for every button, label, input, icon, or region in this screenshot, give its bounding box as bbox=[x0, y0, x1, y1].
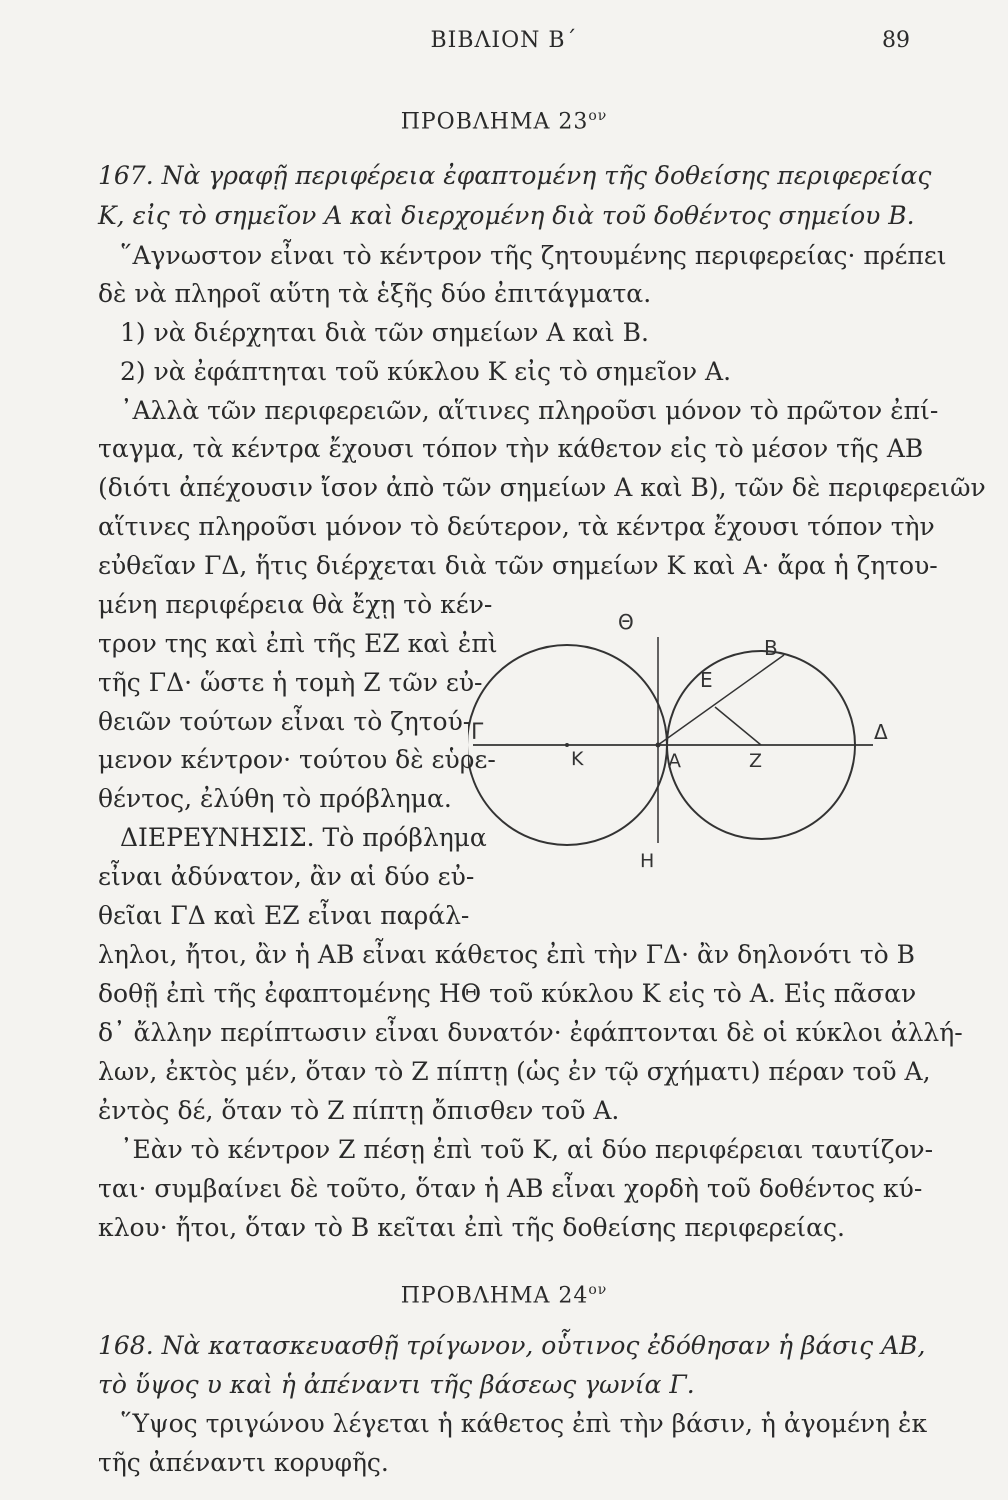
problem-23-title-suffix: ον bbox=[588, 108, 608, 124]
problem-167-statement: 167. Νὰ γραφῇ περιφέρεια ἐφαπτομένη τῆς δοθείσης περιφερείας bbox=[98, 161, 932, 190]
label-b: Β bbox=[764, 636, 778, 660]
problem-24-title-text: ΠΡΟΒΛΗΜΑ 24 bbox=[400, 1283, 589, 1309]
label-eta: Η bbox=[640, 850, 655, 872]
problem-23-title-text: ΠΡΟΒΛΗΜΑ 23 bbox=[400, 109, 589, 135]
text-line: θειῶν τούτων εἶναι τὸ ζητού- bbox=[98, 707, 472, 736]
line-e-z bbox=[715, 707, 761, 745]
text-line: ται· συμβαίνει δὲ τοῦτο, ὅταν ἡ ΑΒ εἶναι χορδὴ τοῦ δοθέντος κύ- bbox=[98, 1174, 923, 1203]
text-line: ῞Υψος τριγώνου λέγεται ἡ κάθετος ἐπὶ τὴν βάσιν, ἡ ἀγομένη ἐκ bbox=[120, 1409, 928, 1438]
text-line: τρον της καὶ ἐπὶ τῆς ΕΖ καὶ ἐπὶ bbox=[98, 629, 498, 658]
text-line: ληλοι, ἤτοι, ἂν ἡ ΑΒ εἶναι κάθετος ἐπὶ τὴν ΓΔ· ἂν δηλονότι τὸ Β bbox=[98, 940, 916, 969]
problem-167-statement: Κ, εἰς τὸ σημεῖον Α καὶ διερχομένη διὰ τοῦ δοθέντος σημείου Β. bbox=[98, 201, 915, 230]
problem-24-title bbox=[98, 1282, 910, 1308]
chord-ab bbox=[658, 655, 784, 745]
label-delta: Δ bbox=[874, 720, 888, 744]
text-line: θεῖαι ΓΔ καὶ ΕΖ εἶναι παράλ- bbox=[98, 901, 470, 930]
page-number: 89 bbox=[882, 28, 910, 53]
label-theta: Θ bbox=[618, 610, 634, 634]
text-line: δοθῇ ἐπὶ τῆς ἐφαπτομένης ΗΘ τοῦ κύκλου Κ εἰς τὸ Α. Εἰς πᾶσαν bbox=[98, 979, 917, 1008]
text-line: μένη περιφέρεια θὰ ἔχῃ τὸ κέν- bbox=[98, 590, 493, 619]
discussion-heading-line: ΔΙΕΡΕΥΝΗΣΙΣ. Τὸ πρόβλημα bbox=[120, 823, 487, 852]
text-line: λων, ἐκτὸς μέν, ὅταν τὸ Ζ πίπτῃ (ὡς ἐν τῷ σχήματι) πέραν τοῦ Α, bbox=[98, 1057, 931, 1086]
text-line: ταγμα, τὰ κέντρα ἔχουσι τόπον τὴν κάθετον εἰς τὸ μέσον τῆς ΑΒ bbox=[98, 434, 924, 463]
text-line: εἶναι ἀδύνατον, ἂν αἱ δύο εὐ- bbox=[98, 862, 475, 891]
problem-24-title-suffix: ον bbox=[588, 1282, 608, 1298]
text-line: θέντος, ἐλύθη τὸ πρόβλημα. bbox=[98, 784, 452, 813]
text-line: εὐθεῖαν ΓΔ, ἥτις διέρχεται διὰ τῶν σημείων Κ καὶ Α· ἄρα ἡ ζητου- bbox=[98, 551, 938, 580]
text-line: κλου· ἤτοι, ὅταν τὸ Β κεῖται ἐπὶ τῆς δοθείσης περιφερείας. bbox=[98, 1213, 845, 1242]
point-a bbox=[656, 743, 661, 748]
text-line: μενον κέντρον· τούτου δὲ εὑρε- bbox=[98, 745, 496, 774]
text-line: τῆς ἀπέναντι κορυφῆς. bbox=[98, 1448, 389, 1477]
text-line: 2) νὰ ἐφάπτηται τοῦ κύκλου Κ εἰς τὸ σημεῖον Α. bbox=[120, 357, 732, 386]
text-line: (διότι ἀπέχουσιν ἴσον ἀπὸ τῶν σημείων Α καὶ Β), τῶν δὲ περιφερειῶν bbox=[98, 473, 986, 502]
text-line: 1) νὰ διέρχηται διὰ τῶν σημείων Α καὶ Β. bbox=[120, 318, 649, 347]
page-header bbox=[98, 28, 910, 64]
problem-168-statement: 168. Νὰ κατασκευασθῇ τρίγωνον, οὗτινος ἐδόθησαν ἡ βάσις ΑΒ, bbox=[98, 1331, 926, 1360]
text-line: αἵτινες πληροῦσι μόνον τὸ δεύτερον, τὰ κέντρα ἔχουσι τόπον τὴν bbox=[98, 512, 935, 541]
running-title: ΒΙΒΛΙΟΝ Β΄ bbox=[430, 28, 578, 53]
label-z: Ζ bbox=[749, 750, 763, 772]
text-line: ᾿Αλλὰ τῶν περιφερειῶν, αἵτινες πληροῦσι μόνον τὸ πρῶτον ἐπί- bbox=[120, 396, 939, 425]
text-line: ῞Αγνωστον εἶναι τὸ κέντρον τῆς ζητουμένης περιφερείας· πρέπει bbox=[120, 241, 947, 270]
problem-168-statement: τὸ ὕψος υ καὶ ἡ ἀπέναντι τῆς βάσεως γωνία Γ. bbox=[98, 1370, 695, 1399]
text-line: δ᾿ ἄλλην περίπτωσιν εἶναι δυνατόν· ἐφάπτονται δὲ οἱ κύκλοι ἀλλή- bbox=[98, 1018, 963, 1047]
label-gamma: Γ bbox=[471, 720, 484, 745]
label-k: Κ bbox=[571, 748, 584, 770]
problem-23-title bbox=[98, 108, 910, 134]
text-line: ᾿Εὰν τὸ κέντρον Ζ πέσῃ ἐπὶ τοῦ Κ, αἱ δύο περιφέρειαι ταυτίζον- bbox=[120, 1135, 934, 1164]
text-line: δὲ νὰ πληροῖ αὕτη τὰ ἑξῆς δύο ἐπιτάγματα. bbox=[98, 279, 652, 308]
point-k bbox=[565, 743, 569, 747]
label-e: Ε bbox=[700, 668, 713, 692]
geometry-figure bbox=[468, 605, 908, 895]
text-line: ἐντὸς δέ, ὅταν τὸ Ζ πίπτῃ ὄπισθεν τοῦ Α. bbox=[98, 1096, 620, 1125]
text-line: τῆς ΓΔ· ὥστε ἡ τομὴ Ζ τῶν εὐ- bbox=[98, 668, 483, 697]
label-a: Α bbox=[668, 750, 681, 772]
